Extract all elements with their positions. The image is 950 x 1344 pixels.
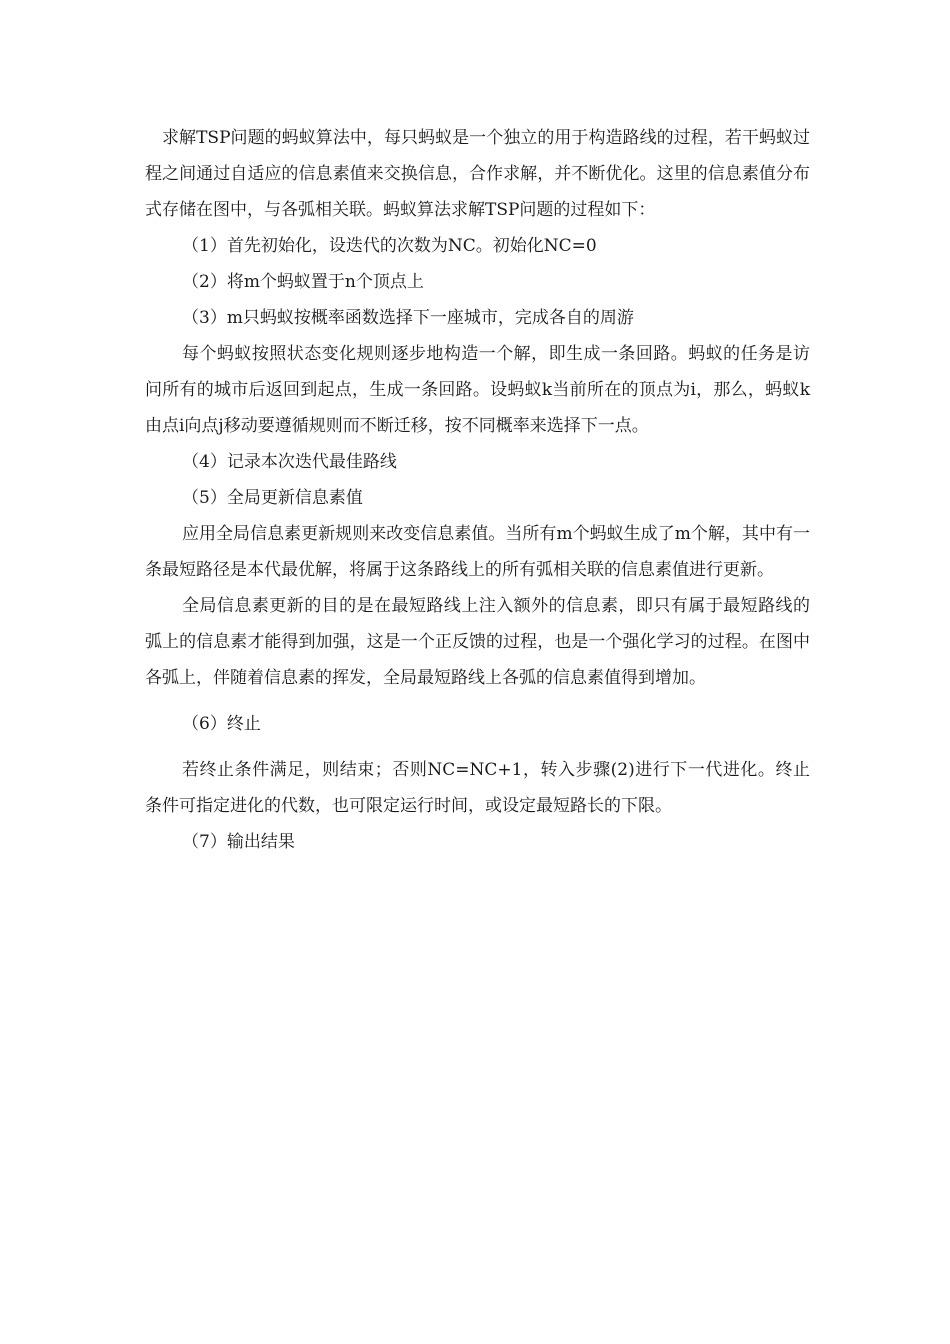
step-6-heading: （6）终止 [182, 714, 261, 734]
step-5-heading: （5）全局更新信息素值 [182, 488, 363, 508]
intro-paragraph: 求解TSP问题的蚂蚁算法中，每只蚂蚁是一个独立的用于构造路线的过程，若干蚂蚁过程之间通过自适应的信息素值来交换信息，合作求解，并不断优化。这里的信息素值分布式存储在图中，与各弧相关联。蚂蚁算法求解TSP问题的过程如下： [145, 128, 810, 220]
step-4-heading: （4）记录本次迭代最佳路线 [182, 452, 397, 472]
step-1-heading: （1）首先初始化，设迭代的次数为NC。初始化NC=0 [182, 236, 597, 256]
step-5-paragraph-2: 全局信息素更新的目的是在最短路线上注入额外的信息素，即只有属于最短路线的弧上的信息素才能得到加强，这是一个正反馈的过程，也是一个强化学习的过程。在图中各弧上，伴随着信息素的挥发，全局最短路线上各弧的信息素值得到增加。 [145, 596, 810, 688]
document-body [145, 120, 810, 860]
step-3-heading: （3）m只蚂蚁按概率函数选择下一座城市，完成各自的周游 [182, 308, 634, 328]
step-5-paragraph-1: 应用全局信息素更新规则来改变信息素值。当所有m个蚂蚁生成了m个解，其中有一条最短路径是本代最优解，将属于这条路线上的所有弧相关联的信息素值进行更新。 [145, 524, 810, 580]
step-3-paragraph: 每个蚂蚁按照状态变化规则逐步地构造一个解，即生成一条回路。蚂蚁的任务是访问所有的城市后返回到起点，生成一条回路。设蚂蚁k当前所在的顶点为i，那么，蚂蚁k由点i向点j移动要遵循规则而不断迁移，按不同概率来选择下一点。 [145, 344, 810, 436]
step-2-heading: （2）将m个蚂蚁置于n个顶点上 [182, 272, 424, 292]
step-7-heading: （7）输出结果 [182, 832, 295, 852]
step-6-paragraph: 若终止条件满足，则结束；否则NC=NC+1，转入步骤(2)进行下一代进化。终止条件可指定进化的代数，也可限定运行时间，或设定最短路长的下限。 [145, 760, 810, 816]
